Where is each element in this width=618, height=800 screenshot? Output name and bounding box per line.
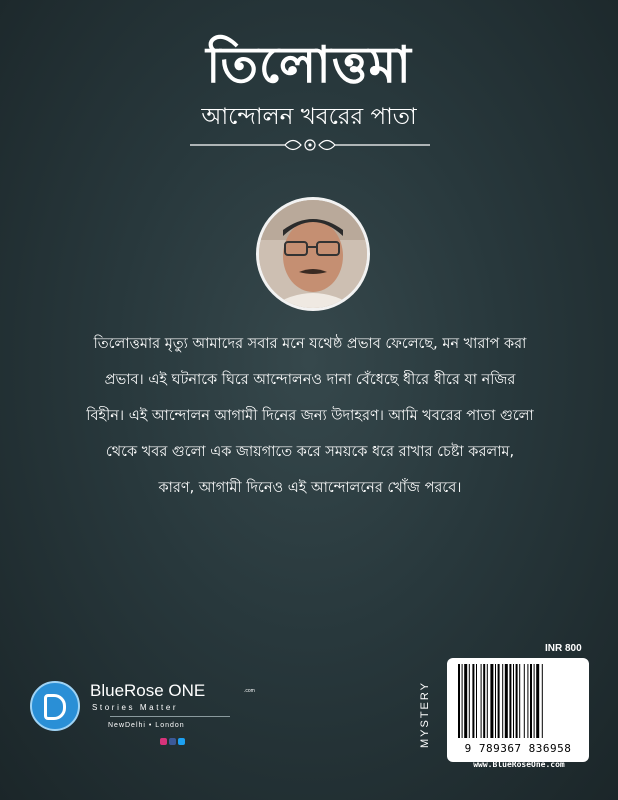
isbn-number: 9 789367 836958	[464, 742, 572, 755]
publisher-name: BlueRose ONE	[90, 681, 206, 700]
barcode-bars	[456, 664, 580, 740]
publisher-tagline: Stories Matter	[92, 703, 179, 712]
blurb-line: প্রভাব। এই ঘটনাকে ঘিরে আন্দোলনও দানা বেঁধেছে ধীরে ধীরে যা নজির	[104, 372, 516, 388]
publisher-logo-icon	[30, 681, 80, 731]
blurb-line: তিলোত্তমার মৃত্যু আমাদের সবার মনে যথেষ্ঠ প্রভাব ফেলেছে, মন খারাপ করা	[93, 336, 527, 352]
isbn-barcode	[447, 658, 589, 762]
blurb-line: থেকে খবর গুলো এক জায়গাতে করে সময়কে ধরে রাখার চেষ্টা করলাম,	[105, 444, 515, 460]
social-icons	[160, 738, 185, 745]
book-subtitle: আন্দোলন খবরের পাতা	[201, 104, 417, 130]
instagram-icon	[160, 738, 167, 745]
blurb-line: বিহীন। এই আন্দোলন আগামী দিনের জন্য উদাহরণ। আমি খবরের পাতা গুলো	[86, 408, 534, 424]
publisher-divider	[110, 716, 230, 717]
publisher-domain-suffix: .com	[244, 688, 255, 694]
price-label: INR 800	[545, 643, 582, 654]
twitter-icon	[178, 738, 185, 745]
book-title: তিলোত্তমা	[206, 36, 412, 94]
back-cover-blurb	[55, 326, 565, 506]
blurb-line: কারণ, আগামী দিনেও এই আন্দোলনের খোঁজ পরবে।	[158, 480, 462, 496]
publisher-cities: NewDelhi • London	[108, 722, 185, 729]
publisher-website: www.BlueRoseOne.com	[473, 760, 565, 769]
flourish-divider	[190, 134, 430, 156]
author-photo	[256, 197, 370, 311]
genre-label: MYSTERY	[419, 681, 431, 749]
facebook-icon	[169, 738, 176, 745]
